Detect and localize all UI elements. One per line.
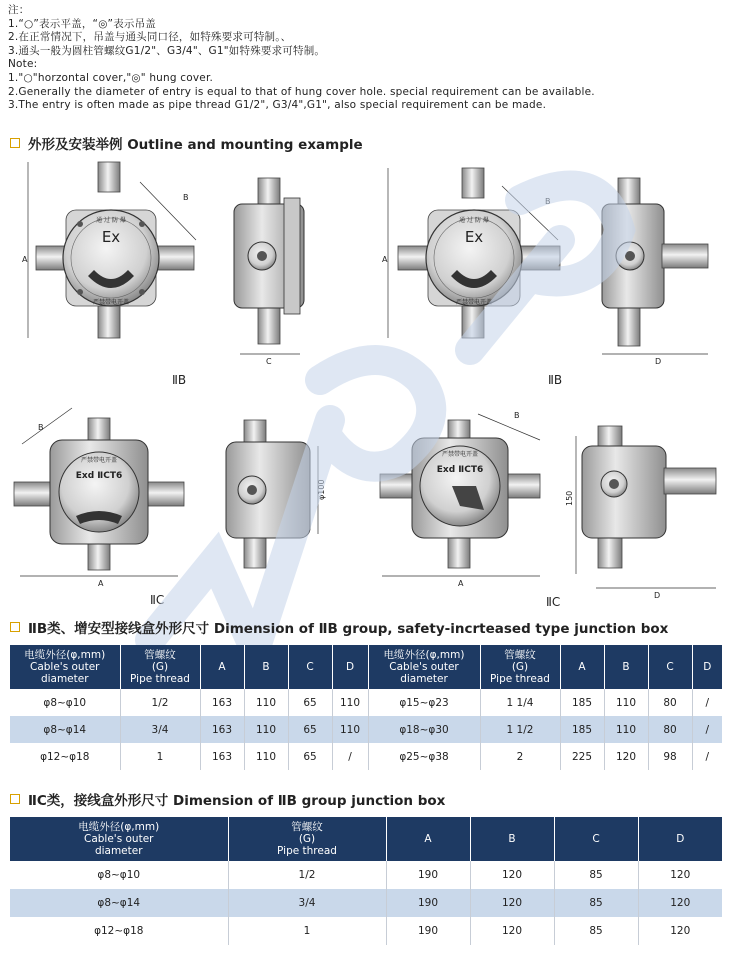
table1-header-cell: 管螺纹 (G) Pipe thread	[120, 645, 200, 689]
outline-drawings	[0, 150, 730, 620]
table-cell: 120	[638, 889, 722, 917]
table2-header-cell: C	[554, 817, 638, 861]
table-cell: 163	[200, 716, 244, 743]
table-cell: 110	[244, 743, 288, 770]
table-cell: /	[692, 689, 722, 716]
table-cell: 120	[638, 861, 722, 889]
table-cell: 120	[470, 889, 554, 917]
table-cell: 2	[480, 743, 560, 770]
table-cell: 80	[648, 716, 692, 743]
pipe-top	[98, 162, 120, 192]
table-cell: 65	[288, 743, 332, 770]
table1-header-cell: 电缆外径(φ,mm) Cable's outer diameter	[368, 645, 480, 689]
outline-section-label: 外形及安装举例 Outline and mounting example	[28, 137, 363, 153]
table2-header-cell: B	[470, 817, 554, 861]
table-iib-dimensions	[10, 645, 722, 770]
table2-header-cell: 管螺纹 (G) Pipe thread	[228, 817, 386, 861]
notes-en-1: 1."○"horzontal cover,"◎" hung cover.	[8, 71, 214, 84]
svg-text:D: D	[655, 357, 662, 366]
table-cell: 1 1/4	[480, 689, 560, 716]
table-cell: 85	[554, 889, 638, 917]
table-cell: 65	[288, 716, 332, 743]
table-cell: 98	[648, 743, 692, 770]
table-cell: 185	[560, 689, 604, 716]
dim-150-label: 150	[565, 490, 574, 506]
table-cell: /	[332, 743, 368, 770]
exd-mark-2: Exd ⅡCT6	[436, 465, 484, 475]
drawing-iib-front-2	[382, 168, 560, 338]
table-cell: 225	[560, 743, 604, 770]
table1-header-row	[10, 645, 722, 689]
svg-text:B: B	[545, 197, 551, 206]
table2-section-title	[10, 789, 445, 809]
table-cell: /	[692, 716, 722, 743]
table-cell: 3/4	[120, 716, 200, 743]
table-cell: φ12~φ18	[10, 917, 228, 945]
table-cell: 85	[554, 861, 638, 889]
table-cell: 110	[332, 716, 368, 743]
table-cell: 1/2	[120, 689, 200, 716]
table2-header-cell: D	[638, 817, 722, 861]
table-cell: 120	[470, 917, 554, 945]
table-cell: 110	[604, 689, 648, 716]
table-cell: 190	[386, 889, 470, 917]
drawing-iic-front-2	[380, 411, 540, 588]
table-iic-dimensions	[10, 817, 722, 945]
table-cell: φ15~φ23	[368, 689, 480, 716]
table-cell: φ12~φ18	[10, 743, 120, 770]
table1-section-title	[10, 617, 668, 637]
table-row	[10, 689, 722, 716]
table-cell: 110	[604, 716, 648, 743]
table1-header-cell: D	[692, 645, 722, 689]
table-cell: 1/2	[228, 861, 386, 889]
table-cell: /	[692, 743, 722, 770]
table2-header-cell: 电缆外径(φ,mm) Cable's outer diameter	[10, 817, 228, 861]
table2-header-row	[10, 817, 722, 861]
dim-a-label: A	[22, 255, 28, 264]
section-box-icon	[10, 794, 20, 804]
table-cell: 120	[638, 917, 722, 945]
caption-iic-1: ⅡC	[150, 593, 165, 607]
table-cell: φ18~φ30	[368, 716, 480, 743]
table1-header-cell: D	[332, 645, 368, 689]
table-cell: φ25~φ38	[368, 743, 480, 770]
plate-top-label: 通 过 防 爆	[96, 217, 126, 224]
table-cell: 80	[648, 689, 692, 716]
svg-text:D: D	[654, 591, 661, 600]
plate-warn-label-3: 严禁带电开盖	[80, 457, 118, 464]
notes-cn-3: 3.通头一般为圆柱管螺纹G1/2"、G3/4"、G1"如特殊要求可特制。	[8, 44, 326, 57]
exd-mark-1: Exd ⅡCT6	[75, 471, 123, 481]
table-cell: 163	[200, 689, 244, 716]
caption-iib-1: ⅡB	[172, 373, 187, 387]
drawing-iib-front-1	[22, 162, 196, 338]
dim-b-label: B	[183, 193, 189, 202]
table-cell: 1	[228, 917, 386, 945]
table2-header-cell: A	[386, 817, 470, 861]
table1-header-cell: C	[648, 645, 692, 689]
drawing-iic-front-1	[14, 408, 184, 588]
table-cell: φ8~φ10	[10, 861, 228, 889]
caption-iib-2: ⅡB	[548, 373, 563, 387]
table-row	[10, 743, 722, 770]
notes-cn-2: 2.在正常情况下，吊盖与通头同口径，如特殊要求可特制。、	[8, 31, 292, 44]
table-row	[10, 917, 722, 945]
table1-header-cell: B	[604, 645, 648, 689]
notes	[8, 4, 595, 113]
drawing-iib-side-1	[234, 178, 304, 366]
table-cell: 163	[200, 743, 244, 770]
table-cell: 190	[386, 861, 470, 889]
svg-text:Ex: Ex	[464, 228, 484, 246]
notes-en-2: 2.Generally the diameter of entry is equal to that of hung cover hole. special requirement can be available.	[8, 85, 595, 98]
table-cell: 65	[288, 689, 332, 716]
table1-header-cell: A	[200, 645, 244, 689]
table-cell: 1	[120, 743, 200, 770]
table-cell: 120	[604, 743, 648, 770]
table2-section-label: ⅡC类，接线盒外形尺寸 Dimension of ⅡB group junction box	[28, 793, 446, 809]
table-cell: φ8~φ14	[10, 716, 120, 743]
table-cell: φ8~φ10	[10, 689, 120, 716]
dim-c-label: C	[266, 357, 272, 366]
plate-warn-label-2: 严禁带电开盖	[455, 299, 493, 306]
plate-warn-label-4: 严禁带电开盖	[441, 451, 479, 458]
caption-iic-2: ⅡC	[546, 595, 561, 609]
svg-text:B: B	[514, 411, 520, 420]
table-cell: 1 1/2	[480, 716, 560, 743]
table-cell: 185	[560, 716, 604, 743]
table-cell: 3/4	[228, 889, 386, 917]
section-box-icon	[10, 138, 20, 148]
table-cell: 190	[386, 917, 470, 945]
svg-text:A: A	[458, 579, 464, 588]
svg-text:A: A	[382, 255, 388, 264]
table-cell: φ8~φ14	[10, 889, 228, 917]
plate-top-label-2: 通 过 防 爆	[459, 217, 489, 224]
svg-text:A: A	[98, 579, 104, 588]
table-cell: 110	[244, 689, 288, 716]
notes-en-title: Note:	[8, 58, 38, 71]
notes-en-3: 3.The entry is often made as pipe thread G1/2", G3/4",G1", also special requirement can be made.	[8, 99, 547, 112]
table-cell: 110	[244, 716, 288, 743]
table-row	[10, 861, 722, 889]
drawing-iib-side-2	[602, 178, 708, 366]
table1-header-cell: A	[560, 645, 604, 689]
drawing-iic-side-1	[226, 420, 326, 568]
table1-header-cell: 电缆外径(φ,mm) Cable's outer diameter	[10, 645, 120, 689]
table1-header-cell: B	[244, 645, 288, 689]
section-box-icon	[10, 622, 20, 632]
notes-cn-title: 注：	[8, 4, 30, 16]
table-row	[10, 716, 722, 743]
table1-section-label: ⅡB类、增安型接线盒外形尺寸 Dimension of ⅡB group, safety-incrteased type junction box	[28, 621, 669, 637]
drawing-iic-side-2	[565, 426, 716, 600]
ex-mark: Ex	[101, 228, 121, 246]
table-row	[10, 889, 722, 917]
table-cell: 110	[332, 689, 368, 716]
dim-100-label: φ100	[317, 479, 326, 500]
plate-warn-label: 严禁带电开盖	[92, 299, 130, 306]
table-cell: 120	[470, 861, 554, 889]
table1-header-cell: 管螺纹 (G) Pipe thread	[480, 645, 560, 689]
table-cell: 85	[554, 917, 638, 945]
svg-text:B: B	[38, 423, 44, 432]
table1-header-cell: C	[288, 645, 332, 689]
notes-cn-1: 1.“○”表示平盖，“◎”表示吊盖	[8, 17, 157, 30]
